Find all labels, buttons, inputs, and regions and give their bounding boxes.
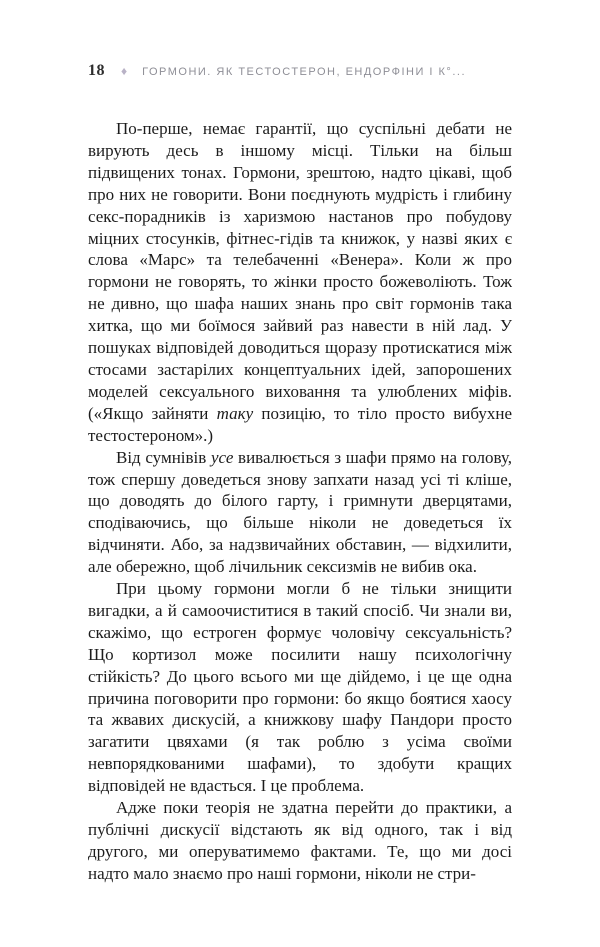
paragraph [88,578,512,797]
paragraph [88,447,512,578]
paragraph [88,118,512,447]
diamond-icon: ♦ [121,64,128,78]
page-number: 18 [88,62,105,79]
body-text: При цьому гормони могли б не тільки знищити вигадки, а й самоочиститися в такий спосіб. Чи знали ви, скажімо, що естроген формує чоловічу сексуальність? Що кортизол може посилити нашу психологічну стійкість? До цього всього ми ще дійдемо, і це ще одна причина поговорити про гормони: бо якщо боятися хаосу та жвавих дискусій, а книжкову шафу Пандори просто загатити цвяхами (я так роблю з усіма своїми невпорядкованими шафами), то здобути кращих відповідей не вдасться. І це проблема. [88,579,512,796]
body-text: вивалюється з шафи прямо на голову, тож спершу доведеться знову запхати назад усі ті кліше, що доводять до білого гарту, і гримнути дверцятами, сподіваючись, що більше ніколи не доведеться їх відчиняти. Або, за надзвичайних обставин, — відхилити, але обережно, щоб лічильник сексизмів не вибив ока. [88,447,513,577]
body-text: позицію, то тіло просто вибухне тестостероном».) [88,403,512,445]
body-text: Адже поки теорія не здатна перейти до практики, а публічні дискусії відстають як від одного, так і від другого, ми оперуватимемо фактами. Те, що ми досі надто мало знаємо про наші гормони, ніколи не стри- [88,798,512,883]
body-text: По-перше, немає гарантії, що суспільні дебати не вирують десь в іншому місці. Тільки на більш підвищених тонах. Гормони, зрештою, надто цікаві, щоб про них не говорити. Вони поєднують мудрість і глибину секс-порадників із харизмою настанов про побудову міцних стосунків, фітнес-гідів та книжок, у назві яких є слова «Марс» та телебаченні «Венера». Коли ж про гормони не говорять, то жінки просто божеволіють. Тож не дивно, що шафа наших знань про світ гормонів така хитка, що ми боїмося зайвий раз навести в ній лад. У пошуках відповідей доводиться щоразу протискатися між стосами застарілих концептуальних ідей, запорошених моделей сексуального виховання та улюблених міфів. («Якщо зайняти [88,119,512,423]
page-header [88,62,512,80]
emphasized-text: усе [210,447,234,467]
body-text: Від сумнівів [116,447,211,467]
emphasized-text: таку [216,403,254,423]
text-block [88,118,512,885]
paragraph [88,797,512,885]
running-title: ГОРМОНИ. ЯК ТЕСТОСТЕРОН, ЕНДОРФІНИ І К°... [142,65,466,78]
